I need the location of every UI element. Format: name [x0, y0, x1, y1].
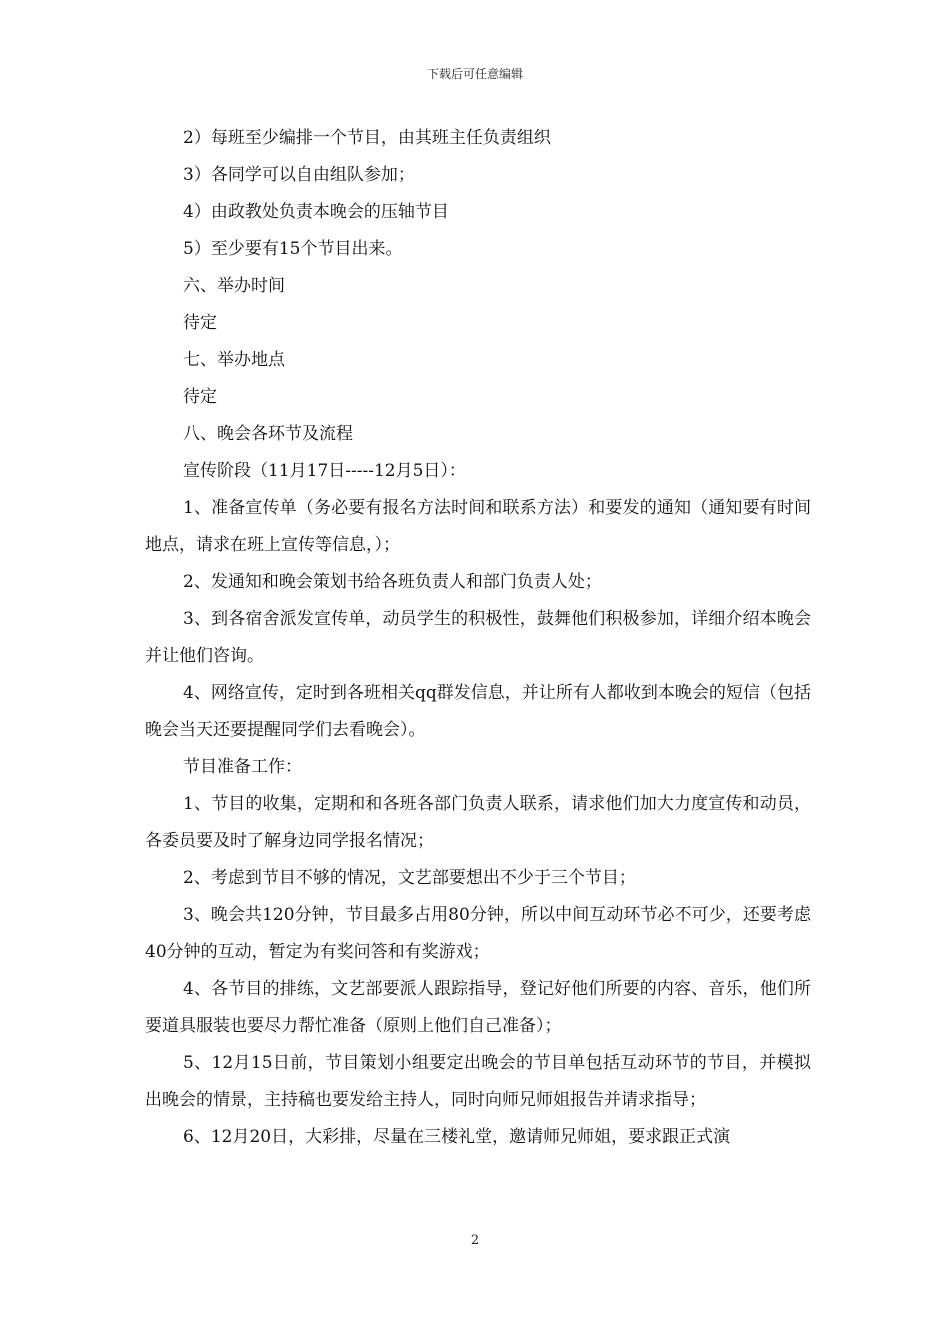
paragraph-promo-2: 2、发通知和晚会策划书给各班负责人和部门负责人处； — [183, 572, 602, 592]
paragraph-time-value: 待定 — [183, 313, 217, 333]
document-body — [145, 120, 811, 1156]
page-number: 2 — [470, 1233, 480, 1248]
section-heading-time: 六、举办时间 — [183, 276, 285, 296]
paragraph-4: 5）至少要有15个节目出来。 — [183, 239, 403, 259]
page-header: 下载后可任意编辑 — [426, 67, 523, 81]
paragraph-3: 4）由政教处负责本晚会的压轴节目 — [183, 202, 449, 222]
paragraph-promo-1: 1、准备宣传单（务必要有报名方法时间和联系方法）和要发的通知（通知要有时间地点，请求在班上宣传等信息，）； — [145, 498, 811, 555]
section-heading-flow: 八、晚会各环节及流程 — [183, 424, 353, 444]
paragraph-2: 3）各同学可以自由组队参加； — [183, 165, 415, 185]
paragraph-prep-5: 5、12月15日前，节目策划小组要定出晚会的节目单包括互动环节的节目，并模拟出晚会的情景，主持稿也要发给主持人，同时向师兄师姐报告并请求指导； — [145, 1053, 811, 1110]
section-heading-place: 七、举办地点 — [183, 350, 285, 370]
paragraph-prep-4: 4、各节目的排练，文艺部要派人跟踪指导，登记好他们所要的内容、音乐，他们所要道具服装也要尽力帮忙准备（原则上他们自己准备）； — [145, 979, 811, 1036]
paragraph-1: 2）每班至少编排一个节目，由其班主任负责组织 — [183, 128, 551, 148]
subheading-program-prep: 节目准备工作： — [183, 757, 302, 777]
paragraph-prep-6: 6、12月20日，大彩排，尽量在三楼礼堂，邀请师兄师姐，要求跟正式演 — [183, 1127, 731, 1147]
paragraph-prep-2: 2、考虑到节目不够的情况，文艺部要想出不少于三个节目； — [183, 868, 636, 888]
subheading-promotion: 宣传阶段（11月17日-----12月5日）： — [183, 461, 466, 481]
paragraph-promo-3: 3、到各宿舍派发宣传单，动员学生的积极性，鼓舞他们积极参加，详细介绍本晚会并让他们咨询。 — [145, 609, 811, 666]
paragraph-prep-3: 3、晚会共120分钟，节目最多占用80分钟，所以中间互动环节必不可少，还要考虑40分钟的互动，暂定为有奖问答和有奖游戏； — [145, 905, 811, 962]
paragraph-promo-4: 4、网络宣传，定时到各班相关qq群发信息，并让所有人都收到本晚会的短信（包括晚会当天还要提醒同学们去看晚会）。 — [145, 683, 811, 740]
paragraph-place-value: 待定 — [183, 387, 217, 407]
paragraph-prep-1: 1、节目的收集，定期和和各班各部门负责人联系，请求他们加大力度宣传和动员，各委员要及时了解身边同学报名情况； — [145, 794, 811, 851]
